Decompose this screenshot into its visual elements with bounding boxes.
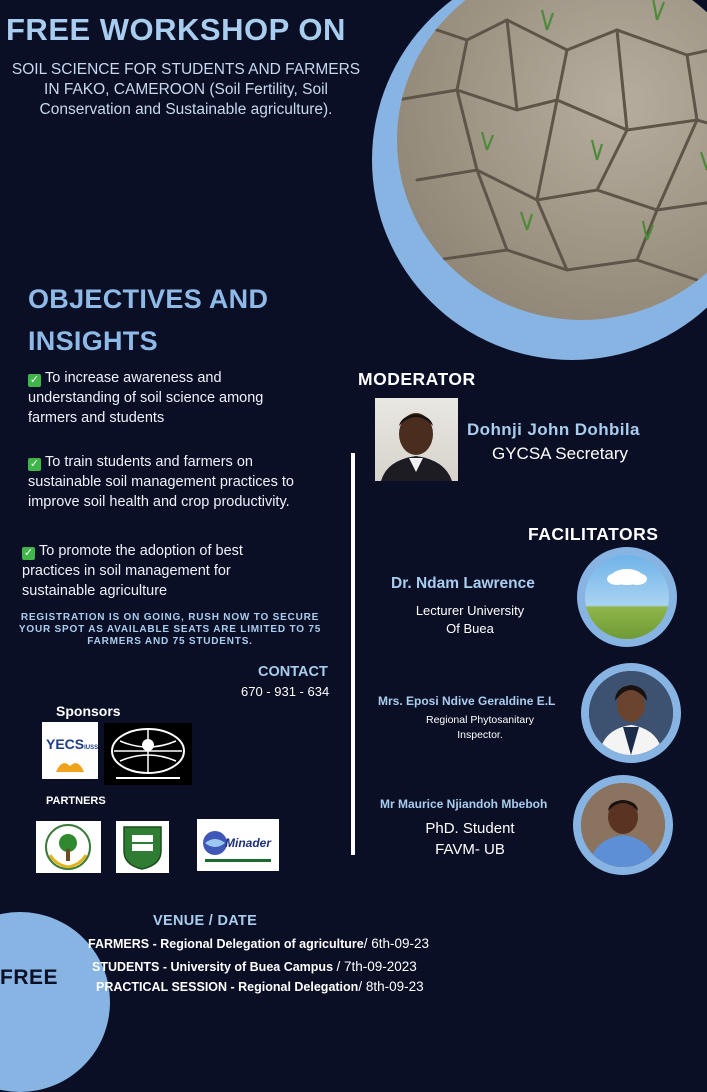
facilitator-photo-ring bbox=[581, 663, 681, 763]
leaf-icon bbox=[54, 756, 86, 774]
facilitator-photo-ring bbox=[577, 547, 677, 647]
facilitator-role bbox=[405, 818, 535, 860]
objective-item-2 bbox=[28, 452, 328, 512]
facilitator-role-line1: Lecturer University bbox=[415, 603, 525, 618]
objectives-title-line2: INSIGHTS bbox=[28, 326, 158, 356]
objective-text: To promote the adoption of best practices in soil management for sustainable agriculture bbox=[22, 543, 243, 599]
facilitator-role-line2: Of Buea bbox=[446, 621, 494, 636]
objective-text: To train students and farmers on sustainable soil management practices to improve soil health and crop productivity. bbox=[28, 454, 294, 510]
yecs-logo bbox=[42, 722, 98, 779]
facilitator-role-line1: Regional Phytosanitary bbox=[426, 714, 534, 726]
minader-logo-text: Minader bbox=[225, 836, 272, 850]
contact-label: CONTACT bbox=[258, 664, 328, 680]
venue-date: / 7th-09-2023 bbox=[336, 959, 417, 974]
facilitator-name: Mrs. Eposi Ndive Geraldine E.L bbox=[378, 694, 556, 708]
facilitator-role bbox=[400, 713, 560, 743]
soil-photo-ring bbox=[372, 0, 707, 360]
venue-date: / 8th-09-23 bbox=[358, 979, 424, 994]
facilitator-name: Mr Maurice Njiandoh Mbeboh bbox=[380, 797, 548, 811]
objectives-title-line1: OBJECTIVES AND bbox=[28, 284, 269, 314]
cracked-soil-image bbox=[397, 0, 707, 320]
objective-text: To increase awareness and understanding of soil science among farmers and students bbox=[28, 370, 264, 426]
facilitator-role bbox=[390, 602, 550, 638]
objective-item-3 bbox=[22, 541, 282, 601]
partners-label: PARTNERS bbox=[46, 795, 106, 807]
iuss-logo bbox=[104, 723, 192, 785]
workshop-subtitle: SOIL SCIENCE FOR STUDENTS AND FARMERS IN FAKO, CAMEROON (Soil Fertility, Soil Conservation and Sustainable agriculture). bbox=[11, 61, 361, 118]
facilitator-photo-ring bbox=[573, 775, 673, 875]
moderator-photo bbox=[375, 398, 458, 481]
facilitator-photo-placeholder bbox=[585, 555, 669, 639]
page-title: FREE WORKSHOP ON bbox=[6, 12, 346, 47]
free-badge: FREE bbox=[0, 966, 59, 989]
venue-title: VENUE / DATE bbox=[153, 913, 258, 929]
moderator-name: Dohnji John Dohbila bbox=[467, 420, 640, 439]
venue-row bbox=[92, 959, 417, 974]
venue-row bbox=[96, 979, 424, 994]
moderator-role: GYCSA Secretary bbox=[492, 444, 629, 463]
venue-who: STUDENTS - University of Buea Campus bbox=[92, 960, 334, 974]
contact-phone[interactable]: 670 - 931 - 634 bbox=[241, 684, 330, 699]
venue-date: / 6th-09-23 bbox=[363, 936, 430, 951]
facilitator-role-line2: Inspector. bbox=[457, 729, 503, 741]
check-icon: ✓ bbox=[23, 547, 34, 559]
yecs-logo-text: YECS bbox=[46, 736, 85, 752]
facilitator-photo bbox=[581, 783, 665, 867]
sponsors-label: Sponsors bbox=[56, 703, 121, 719]
facilitator-role-line1: PhD. Student bbox=[425, 820, 515, 837]
cloud-icon bbox=[585, 555, 669, 639]
venue-who: PRACTICAL SESSION - Regional Delegation bbox=[96, 980, 359, 994]
partner-logo-1 bbox=[36, 821, 101, 873]
check-icon: ✓ bbox=[29, 374, 40, 386]
objective-item-1 bbox=[28, 368, 303, 428]
facilitators-label: FACILITATORS bbox=[528, 524, 659, 544]
facilitator-role-line2: FAVM- UB bbox=[435, 841, 505, 858]
moderator-label: MODERATOR bbox=[358, 369, 476, 389]
registration-note: REGISTRATION IS ON GOING, RUSH NOW TO SECURE YOUR SPOT AS AVAILABLE SEATS ARE LIMITED TO 75 FARMERS AND 75 STUDENTS. bbox=[18, 612, 322, 647]
objectives-title bbox=[28, 278, 268, 362]
venue-row bbox=[88, 936, 429, 951]
venue-who: FARMERS - Regional Delegation of agriculture bbox=[88, 937, 364, 951]
facilitator-name: Dr. Ndam Lawrence bbox=[391, 575, 535, 592]
partner-logo-2 bbox=[116, 821, 169, 873]
yecs-logo-sup: IUSS bbox=[84, 745, 99, 751]
check-icon: ✓ bbox=[29, 458, 40, 470]
column-divider bbox=[351, 453, 355, 855]
facilitator-photo bbox=[589, 671, 673, 755]
minader-logo bbox=[197, 819, 279, 871]
